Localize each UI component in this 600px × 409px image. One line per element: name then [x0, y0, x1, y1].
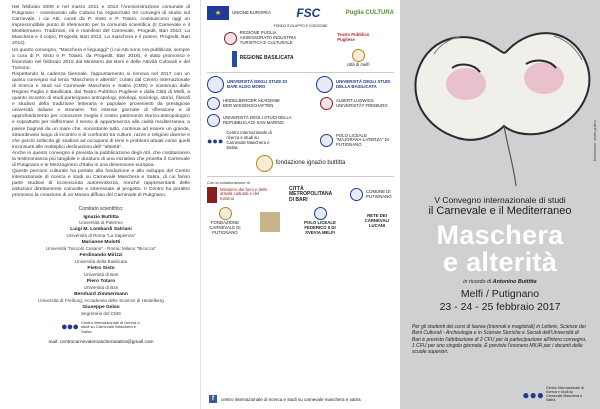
heidelberg-label: HEIDELBERGER AKADEMIE DER WISSENSCHAFTEN: [223, 97, 280, 108]
conference-place: Melfi / Putignano: [460, 288, 540, 301]
freiburg-seal-icon: [320, 97, 333, 110]
citta-metropolitana-label: CITTÀ METROPOLITANA DI BARI: [289, 185, 333, 203]
member-affiliation: Segretario del CMS: [80, 310, 122, 316]
illustration-credit: illustrazione: studio grafico: [593, 120, 597, 162]
intro-paragraph: Nel febbraio 2009 e nel marzo 2011 e 2013 l'Amministrazione comunale di Putignano - Assessorato alla Cultura ha organizzato tre convegni di studio sul Carnevale, i cui Atti, curati da P. Sisto e P. Totaro, costituiscono oggi un imprescindibile punto di riferimento per la comunità scientifica (Il Carnevale e il Mediterraneo. Tradizioni, riti e manifesti del Carnevale, Progedit, Bari 2010; La Maschera e il corpo, Progedit, Bari 2012; La maschera e il potere, Progedit, Bari 2014).: [12, 5, 190, 47]
intro-text: [12, 5, 190, 200]
facebook-footer[interactable]: [209, 395, 361, 403]
memoria-name: Antonino Buttitta: [492, 279, 537, 286]
regione-basilicata-label: REGIONE BASILICATA: [239, 55, 294, 62]
san-marino-label: UNIVERSITÀ DEGLI STUDI DELLA REPUBBLICA DI SAN MARINO: [223, 114, 292, 125]
member-affiliation: Università di Freiburg, Accademia delle Scienze di Heidelberg: [38, 297, 164, 303]
citta-melfi-logo: [347, 49, 370, 68]
citta-metropolitana-logo: [289, 187, 333, 204]
uniba-seal-icon: [207, 76, 224, 93]
divider: [207, 72, 394, 73]
fsc-subtitle: FONDO SVILUPPO E COESIONE: [273, 24, 328, 28]
regione-basilicata-logo: [232, 51, 294, 67]
regione-puglia-label: REGIONE PUGLIA ASSESSORATO INDUSTRIA TURISTICA E CULTURALE: [239, 30, 296, 45]
logo-row-uni-3: [207, 114, 394, 127]
intro-paragraph: Rispettando la cadenza biennale, l'appuntamento si rinnova nel 2017 con un quinto convegno sul tema "Maschera e alterità", curato dal Centro internazionale di ricerca e studi sul Carnevale Maschera e Satira (CMS) e sostenuto dalle Regioni Puglia e Basilicata, dal Teatro Pubblico Pugliese e dalla Città di Melfi, a quanto incontro di studi partecipano antropologi, etnologi, sociologi, storici, filosofi e studiosi della tradizione letteraria e popolare provenienti da prestigiose università italiane e straniere. Tre intense giornate di riflessione e di approfondimento per conoscere meglio il nostro patrimonio storico-antropologico e soprattutto per riaffermare il senso di appartenenza alla civiltà mediterranea, a paese bagnati da un mare che, nonostante tutto, continua ad essere un grande, straordinario luogo di incontro e di confronto tra culture, razze e religioni diverse e che perciò sollecita gli studiosi ad occuparsi di temi e problemi attuali come quelli inconsueti alle molteplici declinazioni dell' "alterità".: [12, 71, 190, 150]
logo-row-regione-puglia: [207, 31, 394, 45]
heidelberg-seal-icon: [207, 97, 220, 110]
committee-member: [12, 227, 190, 238]
logo-row-basilicata: [207, 49, 394, 68]
fondazione-carnevale-icon: [219, 207, 232, 220]
conference-series: il Carnevale e il Mediterraneo: [428, 205, 572, 218]
conference-title-line2: e alterità: [442, 247, 558, 278]
puglia-cultura-label: Puglia CULTURA: [345, 10, 394, 16]
comune-putignano-label: COMUNE DI PUTIGNANO: [366, 189, 392, 199]
teatro-label: Teatro Pubblico Pugliese: [337, 32, 370, 43]
contact-email[interactable]: mail: centrocarnevalemascherasatira@gmail.com: [48, 340, 154, 346]
memoria-prefix: in ricordo di: [463, 279, 492, 286]
regione-puglia-logo: [224, 31, 300, 45]
uniba-logo: [207, 76, 289, 93]
member-name: Giuseppe Gelao: [82, 304, 120, 310]
puglia-cultura-logo: [346, 10, 394, 16]
committee-member: [12, 305, 190, 316]
uniba-label: UNIVERSITÀ DEGLI STUDI DI BARI ALDO MORO: [227, 78, 287, 89]
conference-dates: 23 - 24 - 25 febbraio 2017: [439, 301, 561, 314]
cms-logo-icon: ●●●: [61, 321, 78, 334]
cms-logo-mid: [207, 131, 276, 150]
cms-mark-icon: ●●●: [207, 135, 224, 146]
polo-federico-logo: [297, 207, 343, 235]
unibas-label: UNIVERSITÀ DEGLI STUDI DELLA BASILICATA: [336, 78, 391, 89]
buttitta-label: fondazione ignazio buttitta: [275, 159, 346, 166]
member-affiliation: Università di Bari: [83, 271, 119, 277]
citta-melfi-label: città di melfi: [346, 62, 370, 68]
freiburg-label: ALBERT-LUDWIGS UNIVERSITÄT FREIBURG: [336, 97, 388, 108]
member-name: Pietro Sisto: [87, 266, 115, 272]
rete-carnevali-logo: [360, 214, 394, 228]
san-marino-seal-icon: [207, 114, 220, 127]
mask-illustration-image: [404, 8, 596, 193]
logo-row-buttitta: [207, 155, 394, 172]
fondazione-carnevale-label: FONDAZIONE CARNEVALE DI PUTIGNANO: [209, 220, 241, 235]
partner-emblem-logo: [260, 212, 280, 232]
fondazione-carnevale-logo: [207, 207, 243, 235]
member-name: Piero Totaro: [86, 279, 116, 285]
member-name: Marianne Mulotti: [81, 240, 121, 246]
rete-carnevali-label: RETE DEI CARNEVALI LUCANI: [364, 213, 390, 228]
fsc-logo: [296, 6, 320, 20]
putignano-crest-icon: [350, 188, 363, 201]
polo-federico-label: POLO LICEALE FEDERICO II DI SVEVIA MELFI: [304, 220, 336, 235]
san-marino-logo: [207, 114, 293, 127]
credits-info: Per gli studenti dei corsi di laurea (triennali e magistrali) in Lettere, Scienze dei Beni Culturali - Archeologia e in Scienze Storiche e Sociali dell'Università di Bari è previsto l'attribuzione di 2 CFU per la partecipazione all'intero convegno, 1 CFU per uno singolo giornata. È previsto l'esonero MIUR per i docenti delle scuole superiori.: [412, 324, 587, 355]
committee-member: [12, 279, 190, 290]
conference-edition: V Convegno internazionale di studi: [434, 195, 566, 205]
member-name: Bernhard Zimmermann: [74, 292, 128, 298]
cms-logo: [12, 321, 190, 334]
logo-row-uni-2: [207, 97, 394, 110]
cms-cover-icon: ●●●: [522, 388, 544, 403]
committee-member: [12, 240, 190, 251]
fsc-mark: FSC: [296, 6, 321, 20]
cms-logo-cover: [522, 387, 590, 403]
memoria-line: [400, 279, 600, 285]
regione-puglia-crest-icon: [224, 32, 237, 45]
cms-label-mid: Centro internazionale di ricerca e studi su Carnevale Maschera e Satira: [226, 130, 272, 150]
committee-title: Comitato scientifico:: [78, 205, 124, 212]
cover-panel: [400, 0, 600, 409]
basilicata-mark-icon: [232, 51, 237, 67]
eu-logo: [207, 6, 271, 20]
facebook-icon[interactable]: f: [209, 395, 217, 403]
unibas-logo: [316, 76, 394, 93]
facebook-page-label[interactable]: centro internazionale di ricerca e studi su carnevale maschera e satira: [221, 396, 361, 402]
logo-row-partners-2: [207, 207, 394, 235]
mibact-logo: [207, 187, 272, 203]
heidelberg-academy-logo: [207, 97, 285, 110]
intro-paragraph: Un quarto convegno, "Maschera e linguaggi" (i cui Atti sono ora pubblicati, sempre a cura di P. Sisto e P. Totaro, da Progedit, Bari 2016), è stato promosso e finanziato nel febbraio 2015 dal Ministero dei Beni e delle Attività Culturali e del Turismo.: [12, 47, 191, 71]
intro-paragraph: Anche in questo convegno è prevista la pubblicazione degli Atti, che costituiranno la testimonianza più tangibile e duratura di una iniziativa che proietta il Carnevale di Putignano e le Mezzogiorno d'Italia in una dimensione europea.: [12, 150, 190, 169]
logo-row-uni-1: [207, 76, 394, 93]
scientific-committee: [12, 206, 190, 316]
member-affiliation: Università di Palermo: [79, 220, 123, 226]
freiburg-logo: [320, 97, 394, 110]
intro-paragraph: Queste percorsi culturale ha portato alla fondazione e allo sviluppo del Centro internazionale di ricerca e studi su Carnevale Maschera e Satira, di cui fanno parte studiosi di riconosciuta autorevolezza, nonché rappresentanti delle istituzioni direttamente coinvolte e interessate al progetto. Il Centro ha peraltro promosso la creazione di un Museo diffuso del Carnevale di Putignano.: [12, 169, 190, 199]
mibact-mark-icon: [207, 187, 217, 203]
teatro-pubblico-pugliese-logo: [337, 33, 377, 43]
middle-panel: [200, 0, 400, 409]
divider: [207, 176, 394, 177]
member-name: Ignazio Buttitta: [83, 214, 119, 220]
logo-row-partners-1: [207, 187, 394, 204]
committee-member: [12, 253, 190, 264]
committee-member: [12, 215, 190, 226]
cms-logo-text: Centro internazionale di ricerca e studi su Carnevale Maschera e Satira: [80, 319, 140, 334]
comune-putignano-logo: [350, 188, 394, 201]
member-affiliation: Università della Basilicata: [74, 258, 128, 264]
conference-title-line1: Maschera: [436, 220, 564, 251]
logo-row-funders: [207, 6, 394, 20]
eu-label: UNIONE EUROPEA: [232, 9, 271, 15]
committee-member: [12, 292, 190, 303]
melfi-crest-icon: [352, 49, 365, 62]
buttitta-emblem-icon: [256, 155, 273, 172]
partner-emblem-icon: [260, 212, 280, 232]
cms-cover-text: Centro internazionale di ricerca e studi su Carnevale Maschera e Satira: [546, 386, 584, 403]
conference-heading: [400, 196, 600, 314]
committee-member: [12, 266, 190, 277]
collaboration-label: Con la collaborazione di: [207, 179, 250, 185]
left-panel: [0, 0, 200, 409]
member-affiliation: Università di Roma "La Sapienza": [66, 233, 136, 239]
member-affiliation: Università di Bari: [83, 284, 119, 290]
unibas-seal-icon: [316, 76, 333, 93]
polo-majorana-logo: [320, 134, 394, 148]
polo-majorana-label: POLO LICEALE "MAJORANA-LATERZA" DI PUTIGNANO: [336, 132, 389, 148]
polo-majorana-seal-icon: [320, 134, 333, 147]
mask-illustration: [404, 8, 596, 193]
polo-federico-seal-icon: [314, 207, 327, 220]
member-name: Ferdinando Mirizzi: [79, 253, 123, 259]
mibact-label: Ministero dei beni e delle attività culturali e del turismo: [220, 186, 268, 202]
fondazione-buttitta-logo: [256, 155, 346, 172]
member-affiliation: Università "Niccolò Cusano" - Roma; Milano "Bicocca": [45, 245, 157, 251]
eu-flag-icon: ★: [207, 6, 229, 20]
logo-row-uni-4: [207, 131, 394, 150]
member-name: Luigi M. Lombardi Satriani: [70, 227, 132, 233]
